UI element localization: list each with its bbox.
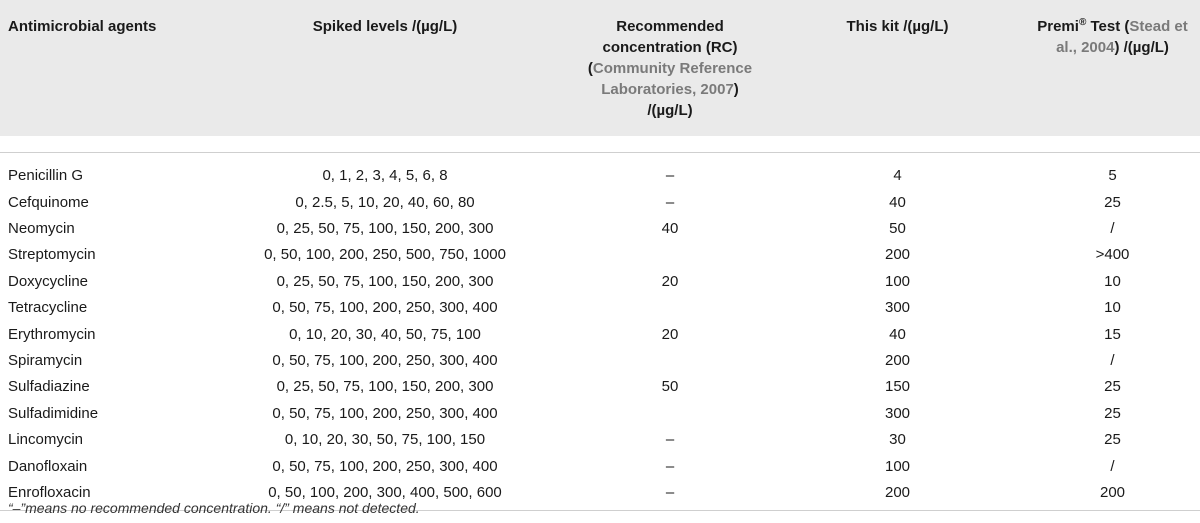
cell-agent: Doxycycline	[8, 272, 89, 290]
cell-this-kit: 4	[893, 166, 902, 184]
cell-premi-test: 10	[1104, 272, 1121, 290]
cell-spiked-levels: 0, 50, 75, 100, 200, 250, 300, 400	[272, 404, 498, 422]
cell-spiked-levels: 0, 1, 2, 3, 4, 5, 6, 8	[322, 166, 448, 184]
cell-recommended-concentration: –	[570, 479, 770, 510]
cell-premi-test: 10	[1104, 299, 1121, 317]
table-row	[0, 242, 1200, 268]
cell-spiked-levels: 0, 10, 20, 30, 40, 50, 75, 100	[289, 325, 481, 343]
cell-recommended-concentration: –	[665, 431, 675, 449]
cell-spiked-levels: 0, 50, 100, 200, 250, 500, 750, 1000	[264, 246, 506, 264]
cell-agent: Danofloxain	[8, 457, 88, 475]
table-row	[0, 347, 1200, 373]
cell-agent: Sulfadimidine	[8, 404, 99, 422]
cell-recommended-concentration: 20	[661, 272, 679, 290]
cell-agent: Enrofloxacin	[0, 479, 200, 510]
cell-premi-test: /	[1110, 457, 1115, 475]
header-rc-unit: /(µg/L)	[647, 102, 693, 119]
cell-recommended-concentration: 20	[661, 325, 679, 343]
table-row	[0, 453, 1200, 479]
header-rc-main: Recommended concentration (RC)	[602, 18, 738, 56]
cell-agent: Streptomycin	[8, 246, 96, 264]
cell-agent: Erythromycin	[8, 325, 96, 343]
cell-agent: Neomycin	[8, 220, 75, 238]
cell-this-kit: 30	[889, 431, 906, 449]
cell-this-kit: 150	[884, 378, 911, 396]
cell-this-kit: 100	[884, 272, 911, 290]
header-premi-main: Premi	[1037, 18, 1079, 35]
header-premi-unit: ) /(µg/L)	[1114, 39, 1169, 56]
cell-premi-test: /	[1110, 352, 1115, 370]
cell-this-kit: 200	[770, 479, 1025, 510]
cell-this-kit: 40	[889, 325, 906, 343]
cell-recommended-concentration	[570, 242, 770, 268]
cell-premi-test: 15	[1104, 325, 1121, 343]
table-row	[0, 400, 1200, 426]
cell-premi-test: /	[1110, 220, 1115, 238]
table-row	[0, 215, 1200, 241]
cell-this-kit: 200	[884, 352, 911, 370]
cell-premi-test: 25	[1104, 404, 1121, 422]
cell-agent: Penicillin G	[8, 166, 84, 184]
cell-spiked-levels: 0, 25, 50, 75, 100, 150, 200, 300	[276, 220, 494, 238]
cell-recommended-concentration	[570, 347, 770, 373]
header-rc-reference-link[interactable]: Community Reference Laboratories, 2007	[592, 60, 753, 98]
table-row	[0, 268, 1200, 294]
cell-spiked-levels: 0, 25, 50, 75, 100, 150, 200, 300	[276, 272, 494, 290]
cell-recommended-concentration: –	[665, 166, 675, 184]
cell-agent: Sulfadiazine	[8, 378, 90, 396]
cell-agent: Cefquinome	[8, 193, 89, 211]
header-premi-registered: ®	[1078, 17, 1087, 28]
table-row	[0, 374, 1200, 400]
cell-agent: Lincomycin	[8, 431, 84, 449]
cell-recommended-concentration: 50	[661, 378, 679, 396]
header-recommended-concentration	[570, 0, 770, 153]
header-spiked-levels: Spiked levels /(µg/L)	[200, 0, 570, 153]
table-footnote: “–”means no recommended concentration. “/” means not detected.	[8, 500, 420, 516]
header-premi-reference-link[interactable]: Stead et al., 2004	[1056, 18, 1188, 56]
table-row	[0, 321, 1200, 347]
table-row	[0, 295, 1200, 321]
cell-recommended-concentration: 40	[661, 220, 679, 238]
cell-spiked-levels: 0, 50, 100, 200, 300, 400, 500, 600	[200, 479, 570, 510]
header-premi-test	[1025, 0, 1200, 153]
table-row	[0, 427, 1200, 453]
cell-spiked-levels: 0, 50, 75, 100, 200, 250, 300, 400	[272, 352, 498, 370]
cell-spiked-levels: 0, 2.5, 5, 10, 20, 40, 60, 80	[295, 193, 475, 211]
header-rc-ref-open: (	[587, 60, 593, 77]
cell-this-kit: 40	[889, 193, 906, 211]
header-premi-test-label: Test (	[1086, 18, 1130, 35]
cell-premi-test: 200	[1025, 479, 1200, 510]
table-header	[0, 0, 1200, 153]
cell-recommended-concentration	[570, 295, 770, 321]
cell-spiked-levels: 0, 50, 75, 100, 200, 250, 300, 400	[272, 457, 498, 475]
cell-this-kit: 300	[884, 299, 911, 317]
cell-spiked-levels: 0, 10, 20, 30, 50, 75, 100, 150	[284, 431, 486, 449]
cell-recommended-concentration	[570, 400, 770, 426]
table-row	[0, 153, 1200, 190]
cell-this-kit: 100	[884, 457, 911, 475]
table-row	[0, 189, 1200, 215]
cell-recommended-concentration: –	[665, 457, 675, 475]
cell-agent: Tetracycline	[8, 299, 88, 317]
cell-premi-test: 25	[1104, 378, 1121, 396]
cell-recommended-concentration: –	[665, 193, 675, 211]
cell-premi-test: 5	[1108, 166, 1117, 184]
cell-spiked-levels: 0, 50, 75, 100, 200, 250, 300, 400	[272, 299, 498, 317]
table-body	[0, 153, 1200, 511]
header-agent: Antimicrobial agents	[0, 0, 200, 153]
cell-premi-test: 25	[1104, 193, 1121, 211]
cell-premi-test: 25	[1104, 431, 1121, 449]
cell-agent: Spiramycin	[8, 352, 83, 370]
cell-spiked-levels: 0, 25, 50, 75, 100, 150, 200, 300	[276, 378, 494, 396]
cell-premi-test: >400	[1095, 246, 1130, 264]
cell-this-kit: 50	[889, 220, 906, 238]
cell-this-kit: 300	[884, 404, 911, 422]
cell-this-kit: 200	[884, 246, 911, 264]
header-rc-ref-close: )	[733, 81, 739, 98]
header-this-kit: This kit /(µg/L)	[770, 0, 1025, 153]
header-row	[0, 0, 1200, 153]
